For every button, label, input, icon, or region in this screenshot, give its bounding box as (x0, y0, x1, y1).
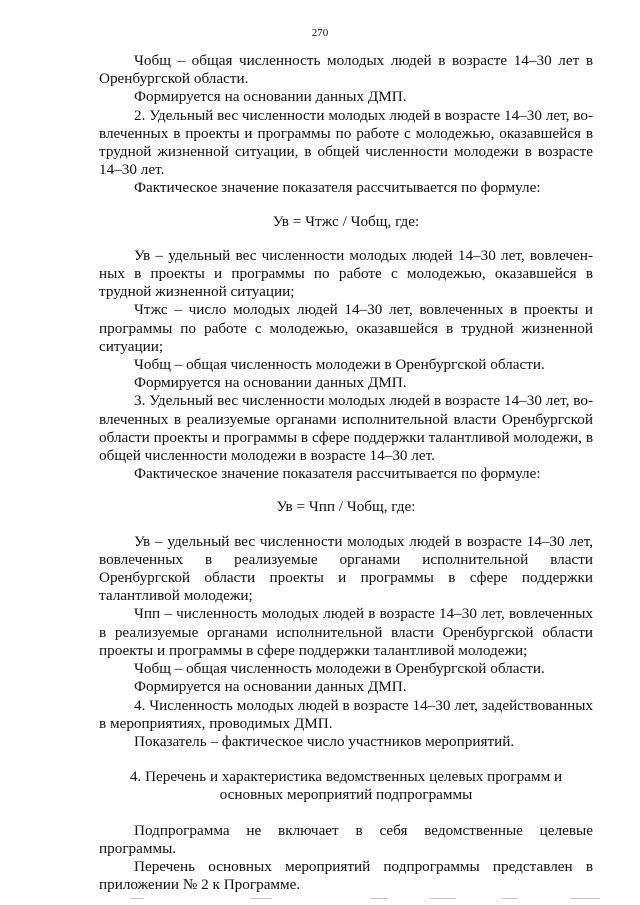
paragraph-indicator-3: 3. Удельный вес численности молодых людей в возрасте 14–30 лет, вовлеченных в реализуемые органами исполнительной власти Оренбургской области проекты и программы в сфере поддержки талантливой молодежи, в общей численности молодежи в возрасте 14–30 лет. (99, 392, 593, 465)
paragraph-source-note: Формируется на основании данных ДМП. (134, 88, 407, 106)
page-number: 270 (311, 27, 329, 39)
paragraph-appendix-reference: Перечень основных мероприятий подпрограммы представлен в приложении № 2 к Программе. (99, 857, 593, 894)
paragraph-chobsh-definition-2: Чобщ – общая численность молодежи в Оренбургской области. (134, 356, 545, 374)
section-heading-line-2: основных мероприятий подпрограммы (219, 786, 473, 804)
paragraph-uv-definition-2: Ув – удельный вес численности молодых людей в возрасте 14–30 лет, вовлеченных в реализуемые органами исполнительной власти Оренбургской области проекты и программы в сфере поддержки талантливой молодежи; (99, 532, 593, 605)
scan-edge-marks (130, 896, 610, 902)
formula-uv-chtzhs: Ув = Чтжс / Чобщ, где: (272, 212, 420, 230)
paragraph-indicator-4: 4. Численность молодых людей в возрасте 14–30 лет, задействованных в мероприятиях, проводимых ДМП. (99, 696, 593, 732)
paragraph-chpp-definition: Чпп – численность молодых людей в возрасте 14–30 лет, вовлеченных в реализуемые органами исполнительной власти Оренбургской области проекты и программы в сфере поддержки талантливой молодежи; (99, 605, 593, 659)
paragraph-source-note-2: Формируется на основании данных ДМП. (134, 374, 407, 392)
paragraph-formula-intro: Фактическое значение показателя рассчитывается по формуле: (134, 179, 541, 197)
paragraph-source-note-3: Формируется на основании данных ДМП. (134, 678, 407, 696)
paragraph-chobsh-definition-3: Чобщ – общая численность молодежи в Оренбургской области. (134, 660, 545, 678)
document-body (99, 52, 593, 894)
paragraph-indicator-2: 2. Удельный вес численности молодых людей в возрасте 14–30 лет, вовлеченных в проекты и программы по работе с молодежью, оказавшейся в трудной жизненной ситуации, в общей численности молодежи в возрасте 14–30 лет. (99, 106, 593, 179)
section-heading (99, 768, 593, 804)
paragraph-subprogram-note: Подпрограмма не включает в себя ведомственные целевые программы. (99, 821, 593, 857)
section-heading-line-1: 4. Перечень и характеристика ведомственных целевых программ и (129, 768, 563, 786)
formula-uv-chpp: Ув = Чпп / Чобщ, где: (276, 498, 416, 516)
paragraph-formula-intro-2: Фактическое значение показателя рассчитывается по формуле: (134, 465, 541, 483)
paragraph-chtzhs-definition: Чтжс – число молодых людей 14–30 лет, вовлеченных в проекты и программы по работе с молодежью, оказавшейся в трудной жизненной ситуации; (99, 301, 593, 355)
paragraph-uv-definition: Ув – удельный вес численности молодых людей 14–30 лет, вовлеченных в проекты и программы по работе с молодежью, оказавшейся в трудной жизненной ситуации; (99, 246, 593, 301)
paragraph-chobsh-definition: Чобщ – общая численность молодых людей в возрасте 14–30 лет в Оренбургской области. (99, 52, 593, 88)
paragraph-indicator-note: Показатель – фактическое число участников мероприятий. (134, 732, 515, 750)
